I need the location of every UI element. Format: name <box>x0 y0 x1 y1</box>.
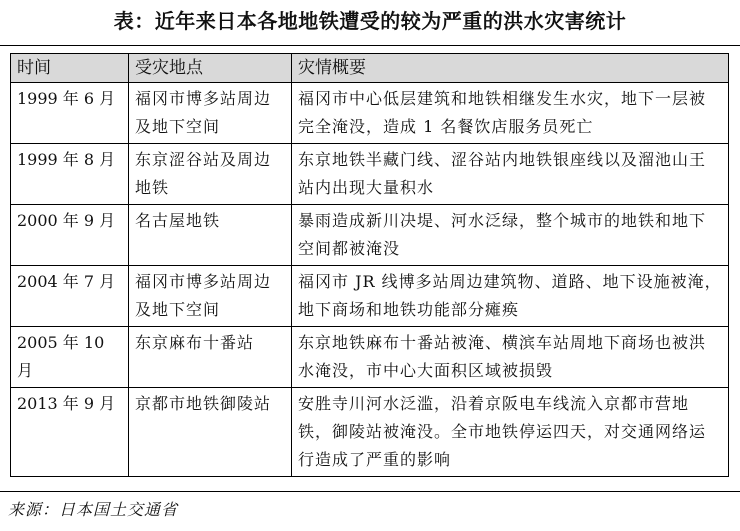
header-location: 受灾地点 <box>129 54 292 83</box>
table-row <box>11 327 729 388</box>
cell-location: 京都市地铁御陵站 <box>129 388 292 477</box>
table-row <box>11 388 729 477</box>
cell-summary: 东京地铁半藏门线、涩谷站内地铁银座线以及溜池山王站内出现大量积水 <box>292 144 729 205</box>
table-header-row <box>11 54 729 83</box>
cell-location: 福冈市博多站周边及地下空间 <box>129 83 292 144</box>
cell-time: 2013 年 9 月 <box>11 388 129 477</box>
cell-summary: 福冈市中心低层建筑和地铁相继发生水灾，地下一层被完全淹没，造成 1 名餐饮店服务员死亡 <box>292 83 729 144</box>
table-row <box>11 83 729 144</box>
cell-location: 东京涩谷站及周边地铁 <box>129 144 292 205</box>
cell-time: 2005 年 10 月 <box>11 327 129 388</box>
table-title: 表：近年来日本各地地铁遭受的较为严重的洪水灾害统计 <box>113 9 627 33</box>
table-row <box>11 205 729 266</box>
top-rule <box>0 45 740 46</box>
cell-time: 2004 年 7 月 <box>11 266 129 327</box>
cell-summary: 东京地铁麻布十番站被淹、横滨车站周地下商场也被洪水淹没，市中心大面积区域被损毁 <box>292 327 729 388</box>
cell-location: 名古屋地铁 <box>129 205 292 266</box>
table-row <box>11 144 729 205</box>
header-summary: 灾情概要 <box>292 54 729 83</box>
cell-summary: 暴雨造成新川决堤、河水泛绿，整个城市的地铁和地下空间都被淹没 <box>292 205 729 266</box>
cell-summary: 福冈市 JR 线博多站周边建筑物、道路、地下设施被淹，地下商场和地铁功能部分瘫痪 <box>292 266 729 327</box>
cell-location: 东京麻布十番站 <box>129 327 292 388</box>
cell-time: 1999 年 8 月 <box>11 144 129 205</box>
table-row <box>11 266 729 327</box>
bottom-rule <box>0 491 740 492</box>
cell-time: 2000 年 9 月 <box>11 205 129 266</box>
header-time: 时间 <box>11 54 129 83</box>
cell-location: 福冈市博多站周边及地下空间 <box>129 266 292 327</box>
source-note: 来源：日本国土交通省 <box>8 500 179 519</box>
flood-disaster-table <box>10 53 729 477</box>
cell-summary: 安胜寺川河水泛滥，沿着京阪电车线流入京都市营地铁，御陵站被淹没。全市地铁停运四天，对交通网络运行造成了严重的影响 <box>292 388 729 477</box>
cell-time: 1999 年 6 月 <box>11 83 129 144</box>
